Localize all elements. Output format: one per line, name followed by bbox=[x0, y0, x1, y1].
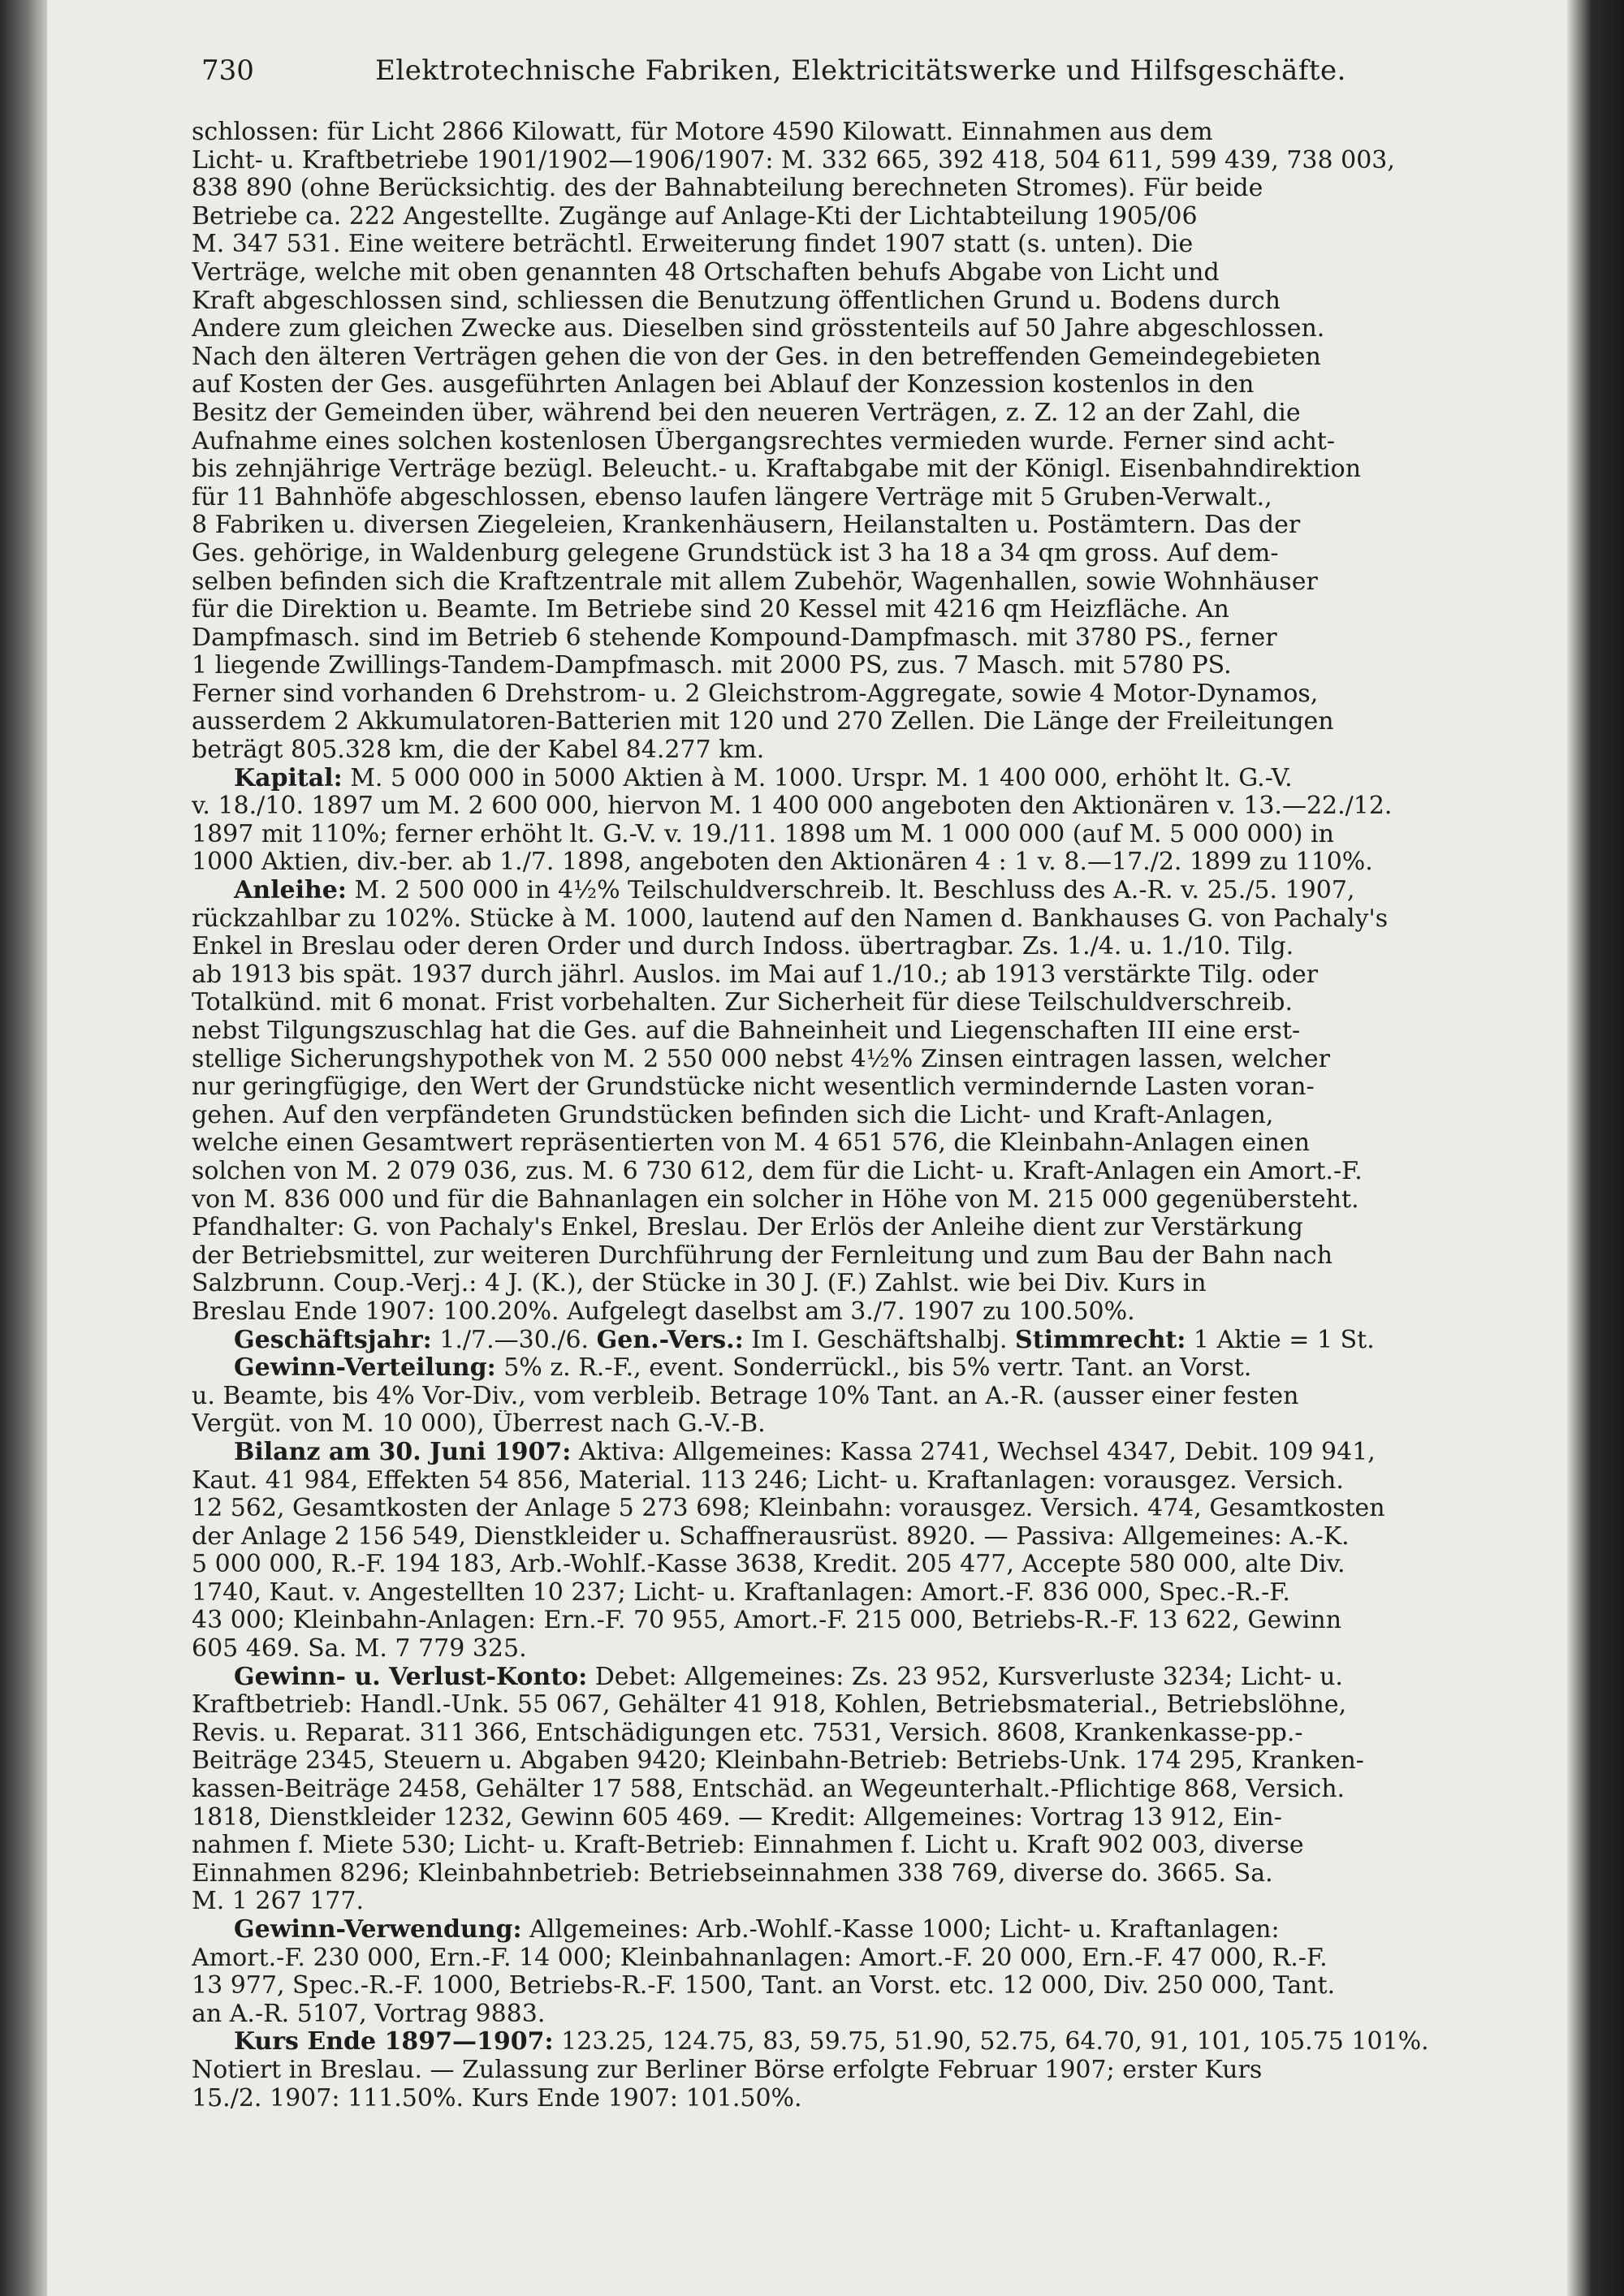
line-text: bis zehnjährige Verträge bezügl. Beleucht.- u. Kraftabgabe mit der Königl. Eisenbahndirektion bbox=[192, 455, 1362, 484]
line-text: Debet: Allgemeines: Zs. 23 952, Kursverluste 3234; Licht- u. bbox=[587, 1663, 1343, 1691]
section-label: Geschäftsjahr: bbox=[234, 1326, 432, 1354]
line-text: ab 1913 bis spät. 1937 durch jährl. Auslos. im Mai auf 1./10.; ab 1913 verstärkte Tilg. oder bbox=[192, 960, 1319, 989]
page-edge-shadow bbox=[1567, 0, 1624, 2296]
text-line bbox=[192, 1242, 1496, 1271]
line-text: Einnahmen 8296; Kleinbahnbetrieb: Betriebseinnahmen 338 769, diverse do. 3665. Sa. bbox=[192, 1859, 1273, 1888]
text-line bbox=[192, 1327, 1496, 1355]
text-line bbox=[192, 2028, 1496, 2056]
line-text: Kraft abgeschlossen sind, schliessen die Benutzung öffentlichen Grund u. Bodens durch bbox=[192, 287, 1281, 315]
text-line bbox=[192, 1495, 1496, 1523]
text-line bbox=[192, 933, 1496, 961]
text-line bbox=[192, 905, 1496, 934]
text-line bbox=[192, 315, 1496, 343]
text-line bbox=[192, 1270, 1496, 1298]
line-text: Vergüt. von M. 10 000), Überrest nach G.-V.-B. bbox=[192, 1410, 766, 1439]
line-text: Amort.-F. 230 000, Ern.-F. 14 000; Kleinbahnanlagen: Amort.-F. 20 000, Ern.-F. 47 000, R.-F. bbox=[192, 1944, 1328, 1972]
text-line bbox=[192, 119, 1496, 147]
text-line bbox=[192, 736, 1496, 765]
line-text: 1818, Dienstkleider 1232, Gewinn 605 469. — Kredit: Allgemeines: Vortrag 13 912, Ein- bbox=[192, 1803, 1282, 1832]
text-line bbox=[192, 1832, 1496, 1860]
text-line bbox=[192, 1776, 1496, 1804]
text-line bbox=[192, 399, 1496, 428]
text-line bbox=[192, 1747, 1496, 1776]
text-line bbox=[192, 1214, 1496, 1242]
line-text: Revis. u. Reparat. 311 366, Entschädigungen etc. 7531, Versich. 8608, Krankenkasse-pp.- bbox=[192, 1719, 1303, 1747]
text-line bbox=[192, 1129, 1496, 1158]
text-line bbox=[192, 821, 1496, 849]
text-line bbox=[192, 175, 1496, 203]
text-line bbox=[192, 147, 1496, 175]
text-line bbox=[192, 511, 1496, 540]
text-line bbox=[192, 1607, 1496, 1635]
line-text: Kaut. 41 984, Effekten 54 856, Material. 113 246; Licht- u. Kraftanlagen: vorausgez. Versich. bbox=[192, 1466, 1344, 1495]
line-text: auf Kosten der Ges. ausgeführten Anlagen bei Ablauf der Konzession kostenlos in den bbox=[192, 371, 1255, 399]
section-label: Gewinn-Verwendung: bbox=[234, 1916, 522, 1944]
line-text: nebst Tilgungszuschlag hat die Ges. auf die Bahneinheit und Liegenschaften III eine erst- bbox=[192, 1017, 1301, 1045]
text-line bbox=[192, 2056, 1496, 2085]
text-line bbox=[192, 1439, 1496, 1467]
line-text: M. 1 267 177. bbox=[192, 1888, 365, 1916]
line-text: der Anlage 2 156 549, Dienstkleider u. Schaffnerausrüst. 8920. — Passiva: Allgemeines: A.-K. bbox=[192, 1522, 1350, 1551]
text-line bbox=[192, 1916, 1496, 1944]
line-text: Beiträge 2345, Steuern u. Abgaben 9420; Kleinbahn-Betrieb: Betriebs-Unk. 174 295, Kranken- bbox=[192, 1747, 1364, 1776]
text-line bbox=[192, 1102, 1496, 1130]
text-line bbox=[192, 1046, 1496, 1074]
text-line bbox=[192, 343, 1496, 372]
text-line bbox=[192, 848, 1496, 877]
line-text: 43 000; Kleinbahn-Anlagen: Ern.-F. 70 955, Amort.-F. 215 000, Betriebs-R.-F. 13 622, Gewinn bbox=[192, 1607, 1342, 1635]
text-line bbox=[192, 1860, 1496, 1888]
text-line bbox=[192, 1186, 1496, 1215]
section-label: Gewinn- u. Verlust-Konto: bbox=[234, 1663, 588, 1691]
line-text: Im I. Geschäftshalbj. bbox=[743, 1326, 1016, 1354]
line-text: M. 5 000 000 in 5000 Aktien à M. 1000. Urspr. M. 1 400 000, erhöht lt. G.-V. bbox=[342, 764, 1293, 792]
line-text: 13 977, Spec.-R.-F. 1000, Betriebs-R.-F. 1500, Tant. an Vorst. etc. 12 000, Div. 250 000, Tant. bbox=[192, 1972, 1336, 2000]
line-text: Ferner sind vorhanden 6 Drehstrom- u. 2 Gleichstrom-Aggregate, sowie 4 Motor-Dynamos, bbox=[192, 680, 1319, 708]
line-text: solchen von M. 2 079 036, zus. M. 6 730 612, dem für die Licht- u. Kraft-Anlagen ein Amort.-F. bbox=[192, 1157, 1363, 1185]
line-text: der Betriebsmittel, zur weiteren Durchführung der Fernleitung und zum Bau der Bahn nach bbox=[192, 1241, 1333, 1270]
page-binding-shadow bbox=[0, 0, 47, 2296]
line-text: Dampfmasch. sind im Betrieb 6 stehende Kompound-Dampfmasch. mit 3780 PS., ferner bbox=[192, 624, 1277, 652]
page-number: 730 bbox=[201, 54, 254, 87]
text-line bbox=[192, 568, 1496, 597]
text-line bbox=[192, 1551, 1496, 1579]
line-text: an A.-R. 5107, Vortrag 9883. bbox=[192, 2000, 546, 2028]
line-text: Notiert in Breslau. — Zulassung zur Berliner Börse erfolgte Februar 1907; erster Kurs bbox=[192, 2056, 1263, 2084]
text-line bbox=[192, 1410, 1496, 1439]
section-label: Kapital: bbox=[234, 764, 343, 792]
line-text: Salzbrunn. Coup.-Verj.: 4 J. (K.), der Stücke in 30 J. (F.) Zahlst. wie bei Div. Kurs in bbox=[192, 1270, 1207, 1298]
text-line bbox=[192, 1158, 1496, 1186]
running-title: Elektrotechnische Fabriken, Elektricitätswerke und Hilfsgeschäfte. bbox=[375, 54, 1346, 87]
text-line bbox=[192, 765, 1496, 793]
line-text: Aktiva: Allgemeines: Kassa 2741, Wechsel 4347, Debit. 109 941, bbox=[571, 1438, 1376, 1466]
line-text: Andere zum gleichen Zwecke aus. Dieselben sind grösstenteils auf 50 Jahre abgeschlossen. bbox=[192, 315, 1325, 343]
text-line bbox=[192, 1523, 1496, 1552]
text-line bbox=[192, 484, 1496, 512]
text-line bbox=[192, 652, 1496, 680]
line-text: nur geringfügige, den Wert der Grundstücke nicht wesentlich vermindernde Lasten voran- bbox=[192, 1073, 1315, 1102]
line-text: Totalkünd. mit 6 monat. Frist vorbehalten. Zur Sicherheit für diese Teilschuldverschreib. bbox=[192, 989, 1293, 1017]
text-line bbox=[192, 624, 1496, 653]
text-line bbox=[192, 2000, 1496, 2029]
text-line bbox=[192, 708, 1496, 736]
page-header bbox=[201, 50, 1582, 91]
line-text: Breslau Ende 1907: 100.20%. Aufgelegt daselbst am 3./7. 1907 zu 100.50%. bbox=[192, 1297, 1135, 1326]
line-text: ausserdem 2 Akkumulatoren-Batterien mit 120 und 270 Zellen. Die Länge der Freileitungen bbox=[192, 708, 1334, 736]
line-text: 838 890 (ohne Berücksichtig. des der Bahnabteilung berechneten Stromes). Für beide bbox=[192, 175, 1263, 203]
line-text: u. Beamte, bis 4% Vor-Div., vom verbleib. Betrage 10% Tant. an A.-R. (ausser einer festen bbox=[192, 1382, 1299, 1410]
section-label: Bilanz am 30. Juni 1907: bbox=[234, 1438, 572, 1466]
line-text: Nach den älteren Verträgen gehen die von der Ges. in den betreffenden Gemeindegebieten bbox=[192, 343, 1321, 371]
line-text: 605 469. Sa. M. 7 779 325. bbox=[192, 1635, 527, 1664]
line-text: 1897 mit 110%; ferner erhöht lt. G.-V. v. 19./11. 1898 um M. 1 000 000 (auf M. 5 000 000) in bbox=[192, 820, 1334, 848]
line-text: rückzahlbar zu 102%. Stücke à M. 1000, lautend auf den Namen d. Bankhauses G. von Pachaly's bbox=[192, 904, 1389, 933]
text-line bbox=[192, 428, 1496, 456]
line-text: Besitz der Gemeinden über, während bei den neueren Verträgen, z. Z. 12 an der Zahl, die bbox=[192, 399, 1301, 427]
text-line bbox=[192, 1467, 1496, 1495]
line-text: 1740, Kaut. v. Angestellten 10 237; Licht- u. Kraftanlagen: Amort.-F. 836 000, Spec.-R.-F. bbox=[192, 1578, 1290, 1607]
section-label: Kurs Ende 1897—1907: bbox=[234, 2028, 554, 2056]
line-text: selben befinden sich die Kraftzentrale mit allem Zubehör, Wagenhallen, sowie Wohnhäuser bbox=[192, 568, 1318, 596]
line-text: 1000 Aktien, div.-ber. ab 1./7. 1898, angeboten den Aktionären 4 : 1 v. 8.—17./2. 1899 zu 110%. bbox=[192, 848, 1373, 877]
line-text: Kraftbetrieb: Handl.-Unk. 55 067, Gehälter 41 918, Kohlen, Betriebsmaterial., Betriebslöhne, bbox=[192, 1691, 1347, 1720]
line-text: 5 000 000, R.-F. 194 183, Arb.-Wohlf.-Kasse 3638, Kredit. 205 477, Accepte 580 000, alte Div. bbox=[192, 1551, 1345, 1579]
text-line bbox=[192, 1017, 1496, 1046]
text-line bbox=[192, 371, 1496, 399]
line-text: Allgemeines: Arb.-Wohlf.-Kasse 1000; Licht- u. Kraftanlagen: bbox=[521, 1916, 1280, 1944]
line-text: 1 liegende Zwillings-Tandem-Dampfmasch. mit 2000 PS, zus. 7 Masch. mit 5780 PS. bbox=[192, 652, 1232, 680]
line-text: Pfandhalter: G. von Pachaly's Enkel, Breslau. Der Erlös der Anleihe dient zur Verstärkung bbox=[192, 1214, 1303, 1242]
line-text: für 11 Bahnhöfe abgeschlossen, ebenso laufen längere Verträge mit 5 Gruben-Verwalt., bbox=[192, 483, 1272, 511]
text-line bbox=[192, 1354, 1496, 1383]
line-text: beträgt 805.328 km, die der Kabel 84.277 km. bbox=[192, 736, 765, 765]
line-text: 12 562, Gesamtkosten der Anlage 5 273 698; Kleinbahn: vorausgez. Versich. 474, Gesamtkosten bbox=[192, 1495, 1385, 1523]
line-text: für die Direktion u. Beamte. Im Betriebe sind 20 Kessel mit 4216 qm Heizfläche. An bbox=[192, 596, 1229, 624]
section-label: Gewinn-Verteilung: bbox=[234, 1354, 496, 1383]
text-line bbox=[192, 1691, 1496, 1720]
text-line bbox=[192, 792, 1496, 821]
body-text bbox=[192, 119, 1496, 2113]
line-text: M. 2 500 000 in 4½% Teilschuldverschreib. lt. Beschluss des A.-R. v. 25./5. 1907, bbox=[346, 877, 1355, 905]
text-line bbox=[192, 1664, 1496, 1692]
line-text: Verträge, welche mit oben genannten 48 Ortschaften behufs Abgabe von Licht und bbox=[192, 258, 1220, 287]
text-line bbox=[192, 455, 1496, 484]
text-line bbox=[192, 540, 1496, 568]
text-line bbox=[192, 231, 1496, 259]
line-text: v. 18./10. 1897 um M. 2 600 000, hiervon M. 1 400 000 angeboten den Aktionären v. 13.—22./12. bbox=[192, 792, 1393, 821]
text-line bbox=[192, 1635, 1496, 1664]
line-text: 5% z. R.-F., event. Sonderrückl., bis 5% vertr. Tant. an Vorst. bbox=[495, 1354, 1252, 1383]
line-text: Aufnahme eines solchen kostenlosen Übergangsrechtes vermieden wurde. Ferner sind acht- bbox=[192, 427, 1335, 455]
text-line bbox=[192, 287, 1496, 316]
line-text: schlossen: für Licht 2866 Kilowatt, für Motore 4590 Kilowatt. Einnahmen aus dem bbox=[192, 119, 1213, 146]
text-line bbox=[192, 1383, 1496, 1411]
line-text: 1 Aktie = 1 St. bbox=[1186, 1326, 1375, 1354]
line-text: 1./7.—30./6. bbox=[431, 1326, 597, 1354]
text-line bbox=[192, 1579, 1496, 1608]
line-text: stellige Sicherungshypothek von M. 2 550 000 nebst 4½% Zinsen eintragen lassen, welcher bbox=[192, 1045, 1331, 1073]
text-line bbox=[192, 989, 1496, 1017]
text-line bbox=[192, 2085, 1496, 2113]
line-text: nahmen f. Miete 530; Licht- u. Kraft-Betrieb: Einnahmen f. Licht u. Kraft 902 003, diverse bbox=[192, 1832, 1304, 1860]
section-label: Anleihe: bbox=[234, 877, 347, 905]
text-line bbox=[192, 1720, 1496, 1748]
text-line bbox=[192, 1073, 1496, 1102]
line-text: Enkel in Breslau oder deren Order und durch Indoss. übertragbar. Zs. 1./4. u. 1./10. Tilg. bbox=[192, 933, 1294, 961]
line-text: M. 347 531. Eine weitere beträchtl. Erweiterung findet 1907 statt (s. unten). Die bbox=[192, 231, 1194, 259]
line-text: Ges. gehörige, in Waldenburg gelegene Grundstück ist 3 ha 18 a 34 qm gross. Auf dem- bbox=[192, 539, 1279, 568]
text-line bbox=[192, 1888, 1496, 1916]
text-line bbox=[192, 259, 1496, 287]
line-text: welche einen Gesamtwert repräsentierten von M. 4 651 576, die Kleinbahn-Anlagen einen bbox=[192, 1129, 1311, 1158]
line-text: Licht- u. Kraftbetriebe 1901/1902—1906/1907: M. 332 665, 392 418, 504 611, 599 439, 738 003, bbox=[192, 146, 1395, 175]
line-text: kassen-Beiträge 2458, Gehälter 17 588, Entschäd. an Wegeunterhalt.-Pflichtige 868, Versich. bbox=[192, 1776, 1345, 1804]
text-line bbox=[192, 1298, 1496, 1327]
text-line bbox=[192, 877, 1496, 905]
line-text: 8 Fabriken u. diversen Ziegeleien, Krankenhäusern, Heilanstalten u. Postämtern. Das der bbox=[192, 511, 1301, 540]
text-line bbox=[192, 1972, 1496, 2000]
section-label: Gen.-Vers.: bbox=[596, 1326, 744, 1354]
text-line bbox=[192, 1944, 1496, 1973]
text-line bbox=[192, 203, 1496, 231]
line-text: 15./2. 1907: 111.50%. Kurs Ende 1907: 101.50%. bbox=[192, 2084, 802, 2113]
line-text: von M. 836 000 und für die Bahnanlagen ein solcher in Höhe von M. 215 000 gegenübersteht. bbox=[192, 1185, 1359, 1214]
line-text: 123.25, 124.75, 83, 59.75, 51.90, 52.75, 64.70, 91, 101, 105.75 101%. bbox=[553, 2028, 1429, 2056]
line-text: gehen. Auf den verpfändeten Grundstücken befinden sich die Licht- und Kraft-Anlagen, bbox=[192, 1101, 1274, 1129]
line-text: Betriebe ca. 222 Angestellte. Zugänge auf Anlage-Kti der Lichtabteilung 1905/06 bbox=[192, 202, 1198, 231]
text-line bbox=[192, 680, 1496, 709]
section-label: Stimmrecht: bbox=[1015, 1326, 1186, 1354]
text-line bbox=[192, 961, 1496, 990]
text-line bbox=[192, 596, 1496, 624]
text-line bbox=[192, 1804, 1496, 1832]
